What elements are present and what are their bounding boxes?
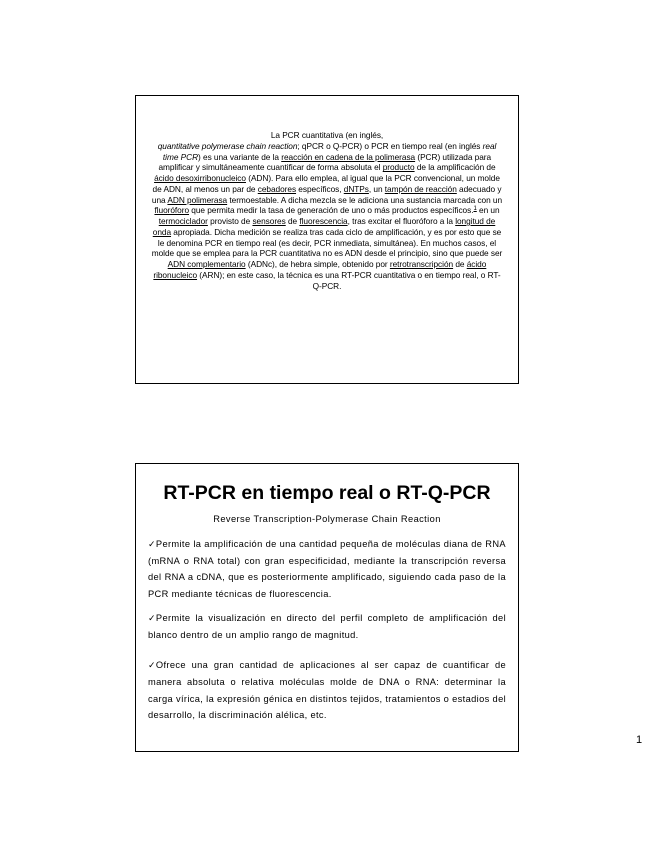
bullet-text: Ofrece una gran cantidad de aplicaciones al ser capaz de cuantificar de manera absoluta o relativa moléculas molde de DNA o RNA: determinar la carga vírica, la expresión génica en distintos tejidos, tratamientos o estadios del desarrollo, la discriminación alélica, etc.: [148, 660, 506, 720]
link-cebadores[interactable]: cebadores: [257, 183, 297, 194]
bullet-paragraph-2: [148, 610, 506, 643]
text-run: ; qPCR o Q-PCR) o PCR en tiempo real (en inglés: [297, 140, 483, 151]
text-run: adecuado y una: [151, 183, 502, 205]
link-fluoroforo[interactable]: fluoróforo: [154, 205, 190, 216]
text-run: ) es una variante de la: [198, 151, 282, 162]
link-acido-ribonucleico[interactable]: ácido ribonucleico: [153, 259, 487, 280]
text-run: apropiada. Dicha medición se realiza tras cada ciclo de amplificación, y es por esto que se le denomina PCR en tiempo real (es decir, PCR inmediata, simultánea). En muchos casos, el molde que se emplea para la PCR cuantitativa no es ADN desde el principio, sino que puede ser: [151, 226, 503, 259]
text-run: (ARN); en este caso, la técnica es una RT-PCR cuantitativa o en tiempo real, o RT-Q-PCR.: [197, 269, 501, 291]
checkmark-icon: ✓: [148, 661, 156, 672]
page-number: 1: [636, 734, 643, 746]
text-run: de: [285, 216, 300, 226]
link-dntps[interactable]: dNTPs: [343, 183, 369, 194]
text-run: (ADNc), de hebra simple, obtenido por: [245, 259, 390, 269]
title-bold-part: RT-PCR en tiempo real: [163, 482, 374, 504]
link-producto[interactable]: producto: [382, 162, 415, 173]
slide-2-title: [148, 480, 506, 506]
italic-term: real time PCR: [162, 140, 497, 162]
text-run: de: [453, 259, 467, 269]
text-run: en un: [476, 205, 500, 216]
text-run: termoestable. A dicha mezcla se le adiciona una sustancia marcada con un: [227, 194, 503, 205]
link-retrotranscripcion[interactable]: retrotranscripción: [389, 259, 454, 269]
link-tampon-de-reaccion[interactable]: tampón de reacción: [384, 183, 457, 194]
text-run: , tras excitar el fluoróforo a la: [347, 216, 456, 226]
link-acido-desoxirribonucleico[interactable]: ácido desoxirribonucleico: [154, 173, 246, 183]
title-regular-part: o RT-Q-PCR: [373, 482, 491, 504]
link-longitud-de-onda[interactable]: longitud de onda: [152, 216, 496, 237]
text-run: de la amplificación de: [414, 162, 496, 173]
text-run: (PCR) utilizada para amplificar y simultáneamente cuantificar de forma absoluta el: [158, 151, 492, 173]
bullet-text: Permite la visualización en directo del perfil completo de amplificación del blanco dentro de un amplio rango de magnitud.: [148, 612, 506, 641]
link-termociclador[interactable]: termociclador: [158, 216, 208, 226]
link-fluorescencia[interactable]: fluorescencia: [299, 216, 348, 226]
text-run: , un: [368, 183, 385, 194]
checkmark-icon: ✓: [148, 613, 156, 624]
text-run: (ADN). Para ello emplea, al igual que la PCR convencional, un molde de ADN, al menos un par de: [152, 173, 500, 194]
footnote-ref[interactable]: 1: [473, 206, 477, 213]
text-run: que permita medir la tasa de generación de uno o más productos específicos.: [189, 205, 474, 216]
text-run: provisto de: [207, 216, 253, 226]
italic-term: quantitative polymerase chain reaction: [157, 140, 298, 151]
slide-1-body-text: [150, 130, 504, 291]
link-adn-complementario[interactable]: ADN complementario: [167, 259, 246, 269]
slide-1: [135, 95, 519, 384]
bullet-paragraph-3: [148, 657, 506, 723]
link-reaccion-en-cadena[interactable]: reacción en cadena de la polimerasa: [281, 151, 416, 162]
bullet-paragraph-1: [148, 536, 506, 602]
bullet-text: Permite la amplificación de una cantidad pequeña de moléculas diana de RNA (mRNA o RNA total) con gran especificidad, mediante la transcripción reversa del RNA a cDNA, que es posteriormente amplificado, siguiendo cada paso de la PCR mediante técnicas de fluorescencia.: [148, 539, 506, 599]
link-sensores[interactable]: sensores: [252, 216, 286, 226]
text-run: La PCR cuantitativa (en inglés,: [270, 130, 384, 140]
slide-2-subtitle: Reverse Transcription-Polymerase Chain Reaction: [213, 514, 441, 524]
link-adn-polimerasa[interactable]: ADN polimerasa: [167, 194, 228, 205]
checkmark-icon: ✓: [148, 540, 156, 550]
text-run: específicos,: [296, 183, 344, 194]
slide-2: [135, 463, 519, 752]
